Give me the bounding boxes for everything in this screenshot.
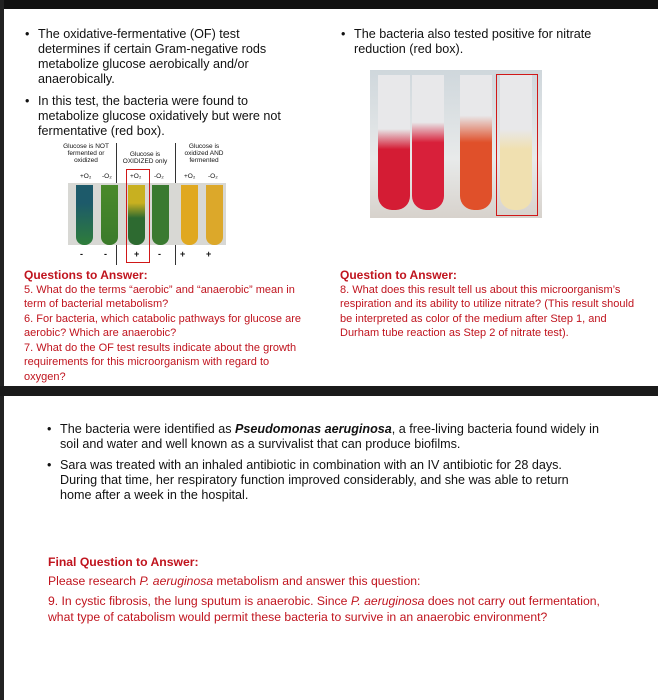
label-minus-o2: -O₂ [208, 173, 218, 180]
bullet-identification [60, 422, 600, 452]
text: metabolism and answer this question: [213, 573, 421, 588]
label-both: Glucose is oxidized AND fermented [184, 143, 224, 164]
sign: + [134, 249, 140, 259]
questions-right [340, 268, 645, 341]
bullet-of-test: • The oxidative-fermentative (OF) test determines if certain Gram-negative rods metabolize glucose aerobically and/or anaerobically. [38, 27, 278, 87]
text: , a free-living bacteria found widely in soil and water and well known as a survivalist that can produce biofilms. [60, 422, 599, 451]
final-question [48, 555, 608, 625]
label-oxidized: Glucose is OXIDIZED only [122, 151, 168, 165]
questions-title: Questions to Answer: [24, 268, 148, 282]
final-title: Final Question to Answer: [48, 555, 199, 569]
label-minus-o2: -O₂ [154, 173, 164, 180]
text: does not carry out fermentation, what type of catabolism would permit these bacteria to survive in an anaerobic environment? [48, 594, 600, 624]
questions-left [24, 268, 304, 384]
red-box [496, 74, 538, 216]
text: The bacteria were identified as [60, 422, 236, 436]
sign: - [158, 249, 161, 259]
organism-name: Pseudomonas aeruginosa [235, 422, 392, 436]
label-plus-o2: +O₂ [130, 173, 142, 180]
top-border [0, 0, 658, 9]
sign: - [104, 249, 107, 259]
sign: + [206, 249, 212, 259]
organism-name: P. aeruginosa [350, 594, 425, 608]
label-minus-o2: -O₂ [102, 173, 112, 180]
label-plus-o2: +O₂ [184, 173, 196, 180]
question-6: 6. For bacteria, which catabolic pathways for glucose are aerobic? Which are anaerobic? [24, 312, 301, 339]
final-instruction [48, 574, 608, 590]
of-test-figure [60, 143, 230, 265]
text: 9. In cystic fibrosis, the lung sputum is anaerobic. Since [48, 594, 351, 608]
question-8: 8. What does this result tell us about this microorganism’s respiration and its ability to utilize nitrate? (This result should be interpreted as color of the medium after Step 1, and Durham tube reaction as Step 2 of nitrate test). [340, 283, 635, 339]
left-border [0, 0, 4, 700]
text: Please research [48, 573, 140, 588]
label-plus-o2: +O₂ [80, 173, 92, 180]
label-not: Glucose is NOT fermented or oxidized [63, 143, 109, 164]
question-title: Question to Answer: [340, 268, 457, 282]
slide-divider [0, 386, 658, 396]
sign: + [180, 249, 186, 259]
question-7: 7. What do the OF test results indicate about the growth requirements for this microorganism with regard to oxygen? [24, 341, 297, 383]
bullet-oxidative: • In this test, the bacteria were found to metabolize glucose oxidatively but were not fermentative (red box). [38, 94, 288, 139]
bullet-treatment: • Sara was treated with an inhaled antibiotic in combination with an IV antibiotic for 28 days. During that time, her respiratory function improved considerably, and she was able to return home after a week in the hospital. [60, 458, 600, 503]
bullet-nitrate: • The bacteria also tested positive for nitrate reduction (red box). [354, 27, 614, 57]
question-5: 5. What do the terms “aerobic” and “anaerobic” mean in term of bacterial metabolism? [24, 283, 295, 310]
organism-name: P. aeruginosa [139, 573, 214, 588]
question-9 [48, 594, 608, 625]
nitrate-tubes-photo [370, 70, 542, 218]
sign: - [80, 249, 83, 259]
